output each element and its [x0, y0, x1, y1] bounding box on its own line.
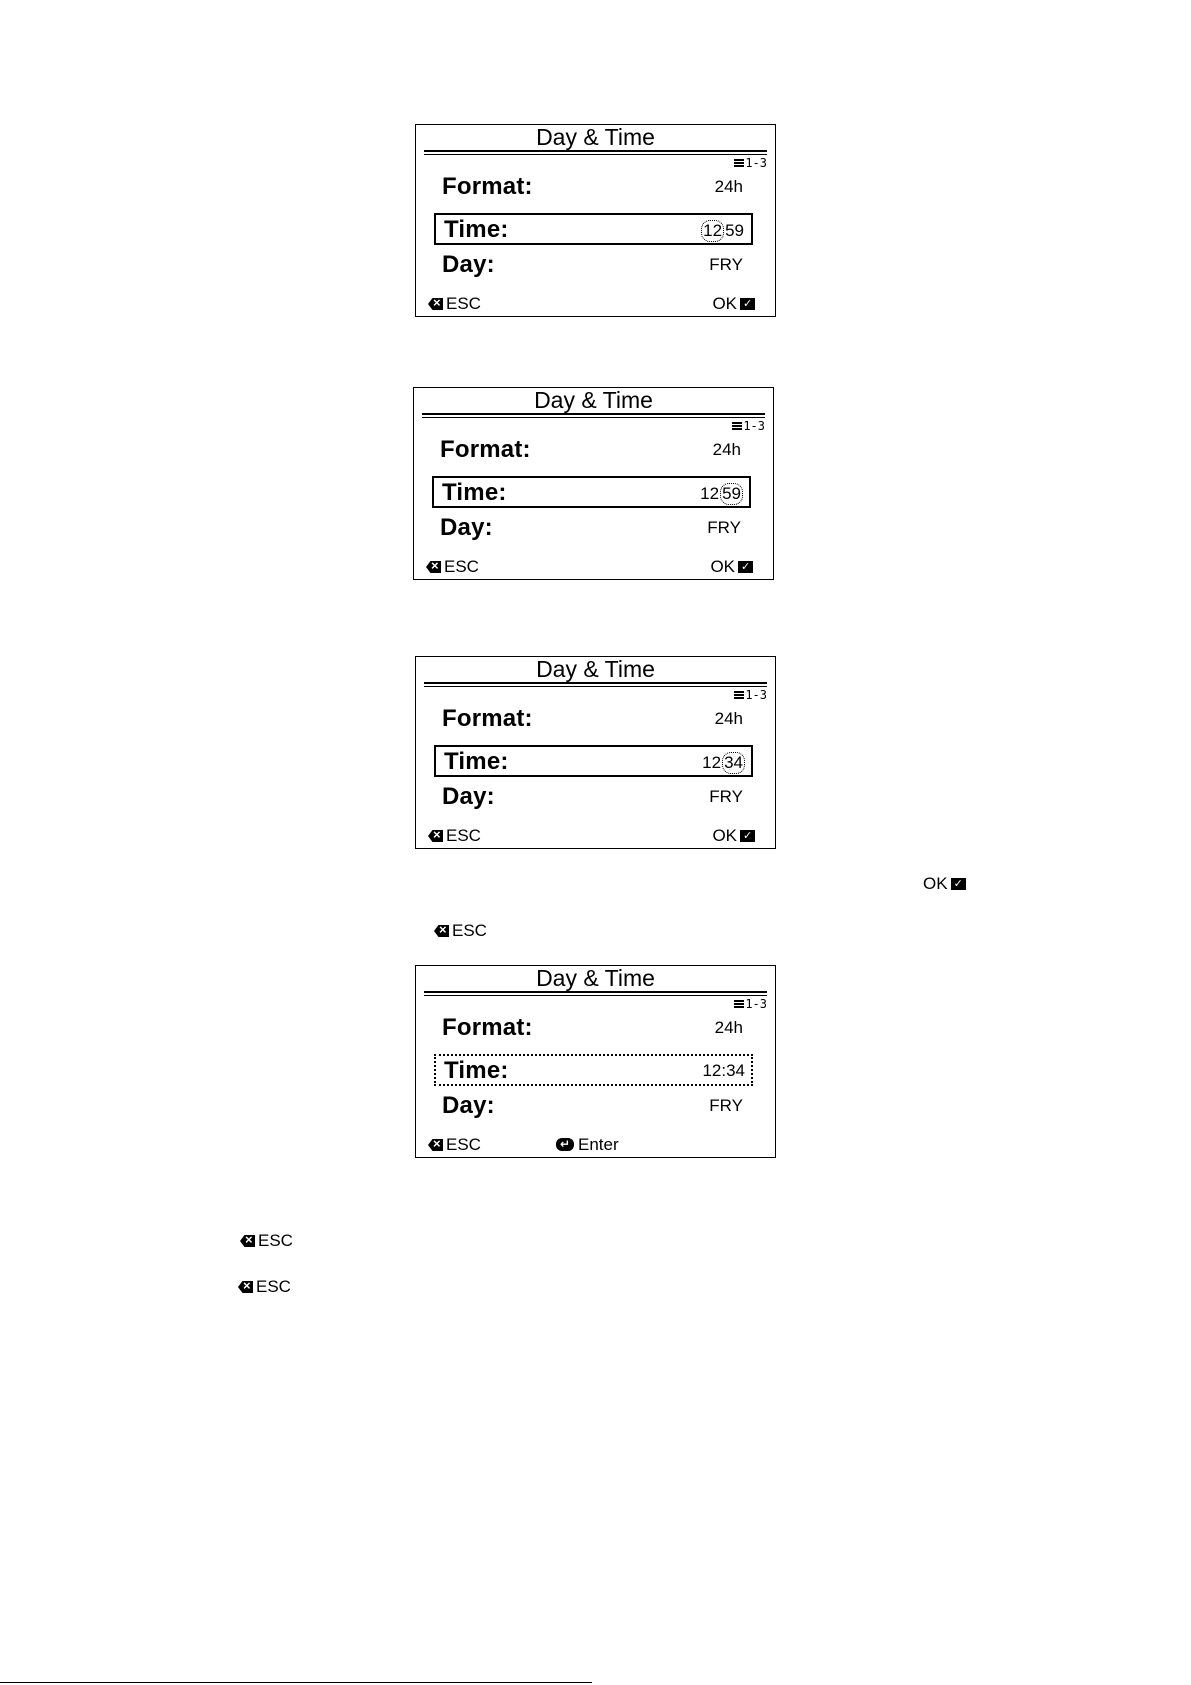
- ok-key-glyph: OK✓: [923, 874, 966, 894]
- ok-softkey[interactable]: OK✓: [710, 557, 753, 577]
- menu-icon: [734, 691, 744, 700]
- esc-softkey[interactable]: ×ESC: [428, 294, 481, 314]
- time-minutes-field[interactable]: 59: [722, 484, 741, 503]
- time-row[interactable]: [432, 476, 751, 508]
- time-value: [701, 220, 745, 242]
- esc-key-glyph: ×ESC: [238, 1277, 291, 1297]
- format-label: Format:: [440, 436, 531, 463]
- time-value: [701, 752, 745, 774]
- day-row[interactable]: [434, 251, 753, 277]
- enter-key-icon: [556, 1138, 574, 1151]
- format-label: Format:: [442, 705, 533, 732]
- menu-icon: [734, 159, 744, 168]
- screen-title: Day & Time: [536, 656, 655, 682]
- ok-key-icon: [951, 878, 966, 890]
- screen-time-edit-minutes: [413, 387, 774, 580]
- time-minutes-field[interactable]: 59: [725, 221, 744, 240]
- format-row[interactable]: [434, 705, 753, 731]
- time-hours-field[interactable]: 12: [702, 753, 722, 772]
- time-label: Time:: [442, 479, 507, 506]
- screen-time-edit-hours: [415, 124, 776, 317]
- esc-key-icon: [428, 298, 443, 310]
- esc-softkey[interactable]: ×ESC: [426, 557, 479, 577]
- format-label: Format:: [442, 173, 533, 200]
- title-divider: [424, 682, 767, 687]
- day-row[interactable]: [434, 1092, 753, 1118]
- footnote-divider: [0, 1682, 592, 1683]
- screen-time-confirmed: [415, 965, 776, 1158]
- time-label: Time:: [444, 748, 509, 775]
- day-label: Day:: [442, 1092, 495, 1119]
- screen-title: Day & Time: [536, 965, 655, 991]
- day-label: Day:: [442, 783, 495, 810]
- esc-key-icon: [426, 561, 441, 573]
- title-divider: [422, 413, 765, 418]
- day-value: FRY: [707, 518, 741, 537]
- esc-key-glyph: ×ESC: [240, 1231, 293, 1251]
- day-row[interactable]: [432, 514, 751, 540]
- time-row[interactable]: [434, 745, 753, 777]
- screen-time-minutes-changed: [415, 656, 776, 849]
- format-value: 24h: [714, 177, 743, 196]
- time-label: Time:: [444, 216, 509, 243]
- ok-key-icon: [738, 561, 753, 573]
- ok-key-icon: [740, 298, 755, 310]
- format-value: 24h: [712, 440, 741, 459]
- time-label: Time:: [444, 1057, 509, 1084]
- screen-title: Day & Time: [534, 387, 653, 413]
- page-indicator: 1-3: [734, 156, 767, 170]
- day-value: FRY: [709, 1096, 743, 1115]
- menu-icon: [734, 1000, 744, 1009]
- format-value: 24h: [714, 709, 743, 728]
- menu-icon: [732, 422, 742, 431]
- time-hours-field[interactable]: 12: [700, 484, 720, 503]
- ok-softkey[interactable]: OK✓: [712, 826, 755, 846]
- screen-title: Day & Time: [536, 124, 655, 150]
- ok-key-icon: [740, 830, 755, 842]
- format-label: Format:: [442, 1014, 533, 1041]
- esc-key-icon: [238, 1281, 253, 1293]
- ok-softkey[interactable]: OK✓: [712, 294, 755, 314]
- esc-key-icon: [434, 925, 449, 937]
- day-row[interactable]: [434, 783, 753, 809]
- time-value: 12:34: [702, 1061, 745, 1080]
- enter-softkey[interactable]: ↵ Enter: [556, 1135, 619, 1155]
- day-value: FRY: [709, 787, 743, 806]
- format-row[interactable]: [432, 436, 751, 462]
- title-divider: [424, 150, 767, 155]
- esc-key-icon: [240, 1235, 255, 1247]
- time-hours-field[interactable]: 12: [703, 221, 723, 240]
- day-label: Day:: [440, 514, 493, 541]
- esc-key-icon: [428, 830, 443, 842]
- title-divider: [424, 991, 767, 996]
- time-row[interactable]: [434, 1054, 753, 1086]
- day-value: FRY: [709, 255, 743, 274]
- time-row[interactable]: [434, 213, 753, 245]
- format-value: 24h: [714, 1018, 743, 1037]
- day-label: Day:: [442, 251, 495, 278]
- esc-key-glyph: ×ESC: [434, 921, 487, 941]
- esc-softkey[interactable]: ×ESC: [428, 826, 481, 846]
- page-indicator: 1-3: [734, 688, 767, 702]
- time-minutes-field[interactable]: 34: [724, 753, 743, 772]
- format-row[interactable]: [434, 1014, 753, 1040]
- format-row[interactable]: [434, 173, 753, 199]
- esc-softkey[interactable]: ×ESC: [428, 1135, 481, 1155]
- page-indicator: 1-3: [732, 419, 765, 433]
- page-indicator: 1-3: [734, 997, 767, 1011]
- esc-key-icon: [428, 1139, 443, 1151]
- time-value: [699, 483, 743, 505]
